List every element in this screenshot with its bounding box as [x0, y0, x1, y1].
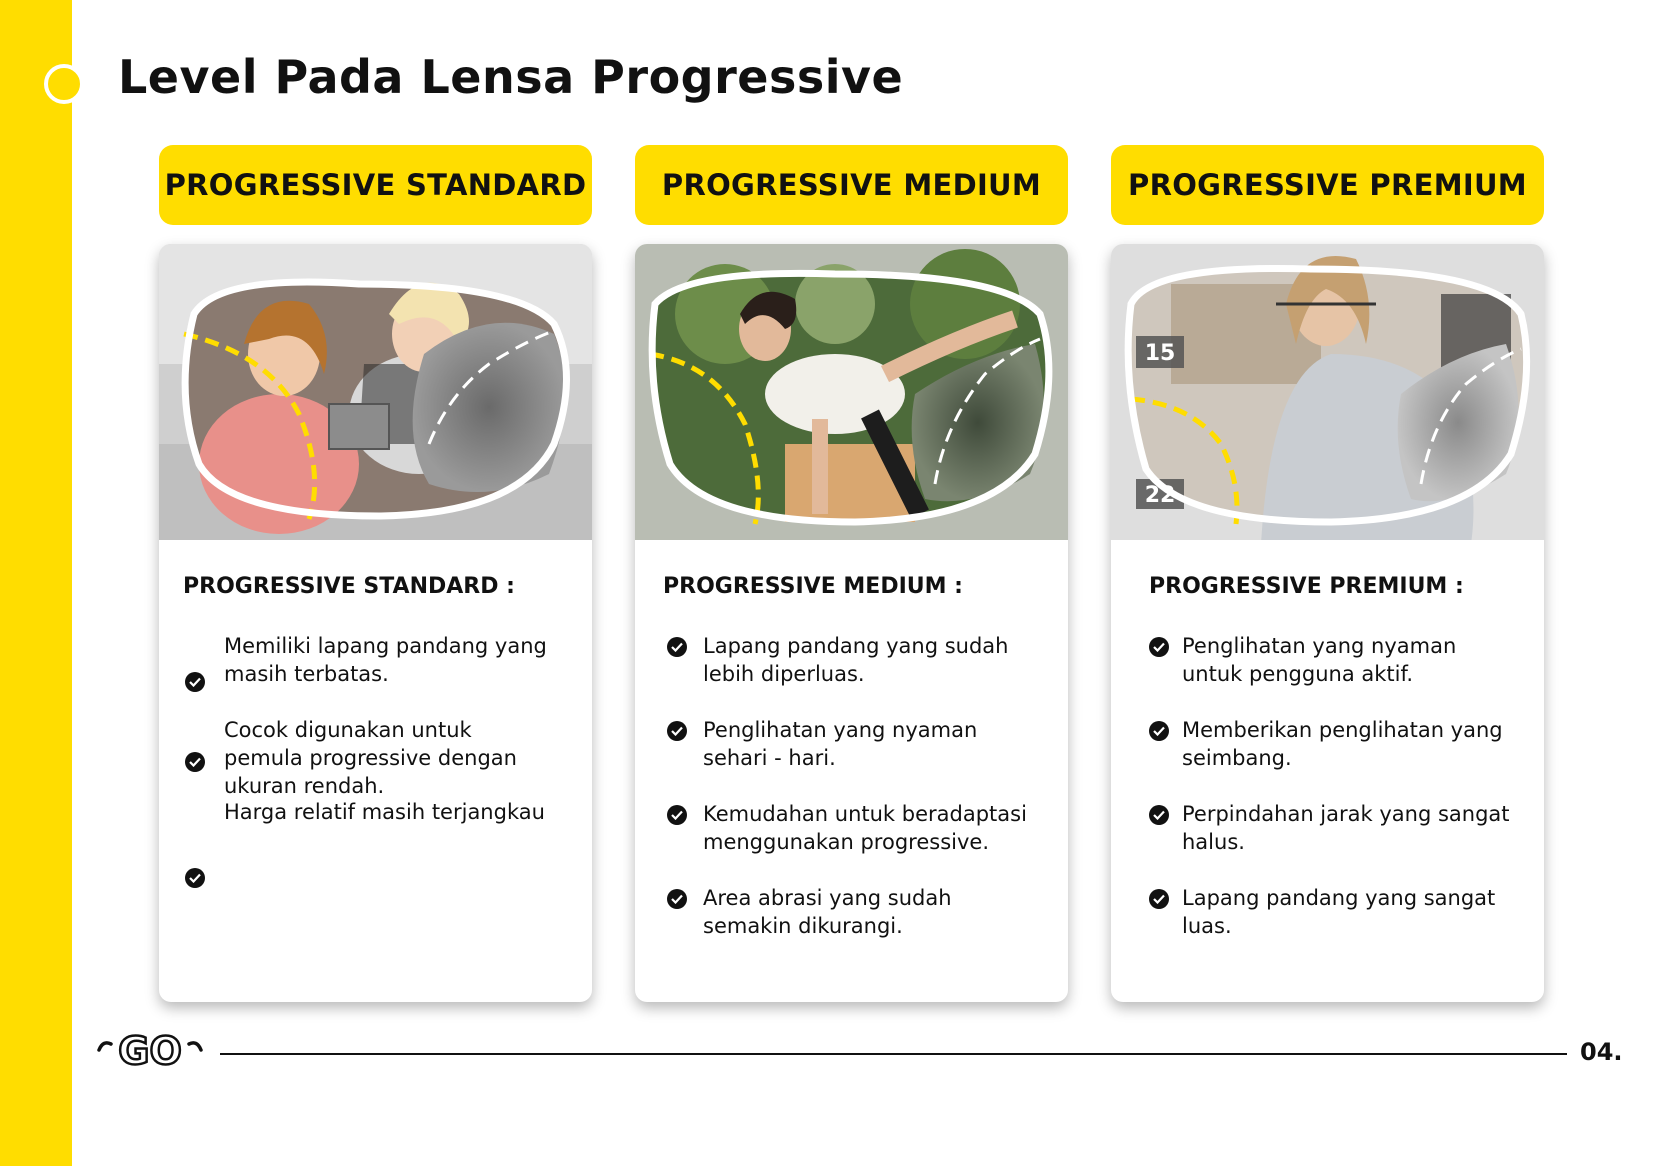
list-item: Memiliki lapang pandang yang masih terbatas. — [159, 632, 592, 716]
list-item: Cocok digunakan untuk pemula progressive dengan ukuran rendah. — [159, 716, 592, 826]
list-item: Area abrasi yang sudah semakin dikurangi. — [635, 884, 1068, 968]
go-logo — [97, 1030, 203, 1070]
check-icon — [667, 637, 687, 657]
photo-label-15: 15 — [1144, 341, 1176, 366]
list-item: Harga relatif masih terjangkau — [159, 826, 592, 910]
photo-label-22: 22 — [1144, 483, 1176, 508]
page-number: 04. — [1580, 1038, 1623, 1066]
card-progressive-premium — [1111, 244, 1544, 1002]
card-heading-medium: PROGRESSIVE MEDIUM : — [663, 574, 963, 599]
header-progressive-premium: PROGRESSIVE PREMIUM — [1111, 145, 1544, 225]
feature-list-standard — [159, 632, 592, 910]
feature-list-medium — [635, 632, 1068, 968]
list-item: Lapang pandang yang sangat luas. — [1111, 884, 1544, 968]
list-item: Memberikan penglihatan yang seimbang. — [1111, 716, 1544, 800]
list-item: Kemudahan untuk beradaptasi menggunakan progressive. — [635, 800, 1068, 884]
card-heading-standard: PROGRESSIVE STANDARD : — [183, 574, 515, 599]
lens-photo-standard — [159, 244, 592, 540]
list-item: Perpindahan jarak yang sangat halus. — [1111, 800, 1544, 884]
header-progressive-standard: PROGRESSIVE STANDARD — [159, 145, 592, 225]
check-icon — [1149, 637, 1169, 657]
logo-text: GO — [118, 1030, 182, 1070]
check-icon — [185, 868, 205, 888]
check-icon — [667, 805, 687, 825]
lens-photo-premium — [1111, 244, 1544, 540]
check-icon — [1149, 889, 1169, 909]
lens-photo-medium — [635, 244, 1068, 540]
page-title: Level Pada Lensa Progressive — [118, 50, 904, 104]
header-progressive-medium: PROGRESSIVE MEDIUM — [635, 145, 1068, 225]
footer-divider — [220, 1053, 1567, 1055]
list-item: Lapang pandang yang sudah lebih diperluas. — [635, 632, 1068, 716]
check-icon — [667, 721, 687, 741]
check-icon — [1149, 721, 1169, 741]
list-item: Penglihatan yang nyaman sehari - hari. — [635, 716, 1068, 800]
list-item: Penglihatan yang nyaman untuk pengguna aktif. — [1111, 632, 1544, 716]
card-heading-premium: PROGRESSIVE PREMIUM : — [1149, 574, 1464, 599]
check-icon — [1149, 805, 1169, 825]
feature-list-premium — [1111, 632, 1544, 968]
check-icon — [185, 672, 205, 692]
card-progressive-medium — [635, 244, 1068, 1002]
check-icon — [185, 752, 205, 772]
title-marker-dot — [44, 64, 84, 104]
check-icon — [667, 889, 687, 909]
side-accent-stripe — [0, 0, 72, 1166]
card-progressive-standard — [159, 244, 592, 1002]
